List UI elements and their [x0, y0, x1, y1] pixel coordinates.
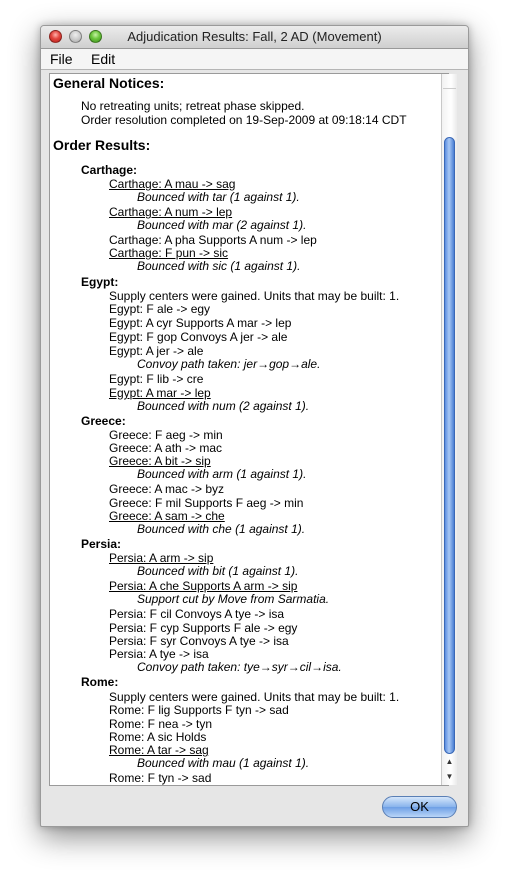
order-greece-2: Greece: A ath -> mac	[109, 441, 223, 455]
power-heading-greece: Greece:	[81, 414, 126, 428]
order-persia-1[interactable]: Persia: A arm -> sip	[109, 551, 214, 565]
order-result-note: Bounced with mar (2 against 1).	[137, 218, 307, 232]
order-rome-2: Rome: F nea -> tyn	[109, 717, 213, 731]
order-egypt-5: Egypt: F lib -> cre	[109, 372, 204, 386]
order-carthage-3: Carthage: A pha Supports A num -> lep	[109, 233, 317, 247]
order-result-note: Support cut by Move from Sarmatia.	[137, 592, 330, 606]
order-egypt-1: Egypt: F ale -> egy	[109, 302, 211, 316]
vertical-scrollbar[interactable]	[441, 74, 457, 785]
order-rome-4[interactable]: Rome: A tar -> sag	[109, 743, 209, 757]
window-title: Adjudication Results: Fall, 2 AD (Movement)	[127, 29, 382, 44]
order-result-note: Bounced with sic (1 against 1).	[137, 259, 301, 273]
general-notice-line: No retreating units; retreat phase skipped.	[81, 99, 305, 113]
order-result-note: Convoy path taken: tye→syr→cil→isa.	[137, 660, 342, 674]
order-persia-5: Persia: F syr Convoys A tye -> isa	[109, 634, 289, 648]
power-notice-rome: Supply centers were gained. Units that may be built: 1.	[109, 690, 400, 704]
ok-button[interactable]: OK	[382, 796, 457, 818]
order-carthage-1[interactable]: Carthage: A mau -> sag	[109, 177, 236, 191]
title-bar[interactable]	[41, 26, 468, 49]
results-pane	[49, 73, 449, 786]
order-greece-6[interactable]: Greece: A sam -> che	[109, 509, 225, 523]
order-rome-1: Rome: F lig Supports F tyn -> sad	[109, 703, 289, 717]
scroll-up-icon[interactable]: ▲	[445, 757, 454, 766]
order-greece-4: Greece: A mac -> byz	[109, 482, 225, 496]
general-notices-heading: General Notices:	[53, 75, 165, 91]
order-greece-5: Greece: F mil Supports F aeg -> min	[109, 496, 304, 510]
order-persia-3: Persia: F cil Convoys A tye -> isa	[109, 607, 285, 621]
order-greece-1: Greece: F aeg -> min	[109, 428, 223, 442]
order-egypt-3: Egypt: F gop Convoys A jer -> ale	[109, 330, 288, 344]
power-heading-carthage: Carthage:	[81, 163, 138, 177]
order-results-heading: Order Results:	[53, 137, 151, 153]
order-greece-3[interactable]: Greece: A bit -> sip	[109, 454, 211, 468]
order-result-note: Bounced with num (2 against 1).	[137, 399, 310, 413]
order-result-note: Bounced with mau (1 against 1).	[137, 756, 310, 770]
order-egypt-2: Egypt: A cyr Supports A mar -> lep	[109, 316, 292, 330]
scroll-down-icon[interactable]: ▼	[445, 772, 454, 781]
order-carthage-4[interactable]: Carthage: F pun -> sic	[109, 246, 229, 260]
order-persia-6: Persia: A tye -> isa	[109, 647, 209, 661]
order-rome-3: Rome: A sic Holds	[109, 730, 207, 744]
scrollbar-track-cap	[443, 74, 456, 89]
order-result-note: Bounced with che (1 against 1).	[137, 522, 306, 536]
scrollbar-thumb[interactable]	[444, 137, 455, 754]
power-notice-egypt: Supply centers were gained. Units that may be built: 1.	[109, 289, 400, 303]
order-result-note: Bounced with arm (1 against 1).	[137, 467, 307, 481]
order-persia-4: Persia: F cyp Supports F ale -> egy	[109, 621, 298, 635]
order-result-note: Convoy path taken: jer→gop→ale.	[137, 357, 321, 371]
order-rome-5: Rome: F tyn -> sad	[109, 771, 212, 785]
power-heading-persia: Persia:	[81, 537, 122, 551]
general-notice-line: Order resolution completed on 19-Sep-2009 at 09:18:14 CDT	[81, 113, 407, 127]
order-result-note: Bounced with bit (1 against 1).	[137, 564, 299, 578]
menu-bar	[41, 49, 468, 70]
order-result-note: Bounced with tar (1 against 1).	[137, 190, 300, 204]
adjudication-window	[40, 25, 469, 827]
power-heading-egypt: Egypt:	[81, 275, 119, 289]
order-persia-2[interactable]: Persia: A che Supports A arm -> sip	[109, 579, 298, 593]
order-egypt-6[interactable]: Egypt: A mar -> lep	[109, 386, 211, 400]
order-egypt-4: Egypt: A jer -> ale	[109, 344, 204, 358]
menu-file[interactable]: File	[50, 51, 73, 67]
power-heading-rome: Rome:	[81, 675, 119, 689]
order-carthage-2[interactable]: Carthage: A num -> lep	[109, 205, 233, 219]
menu-edit[interactable]: Edit	[91, 51, 116, 67]
